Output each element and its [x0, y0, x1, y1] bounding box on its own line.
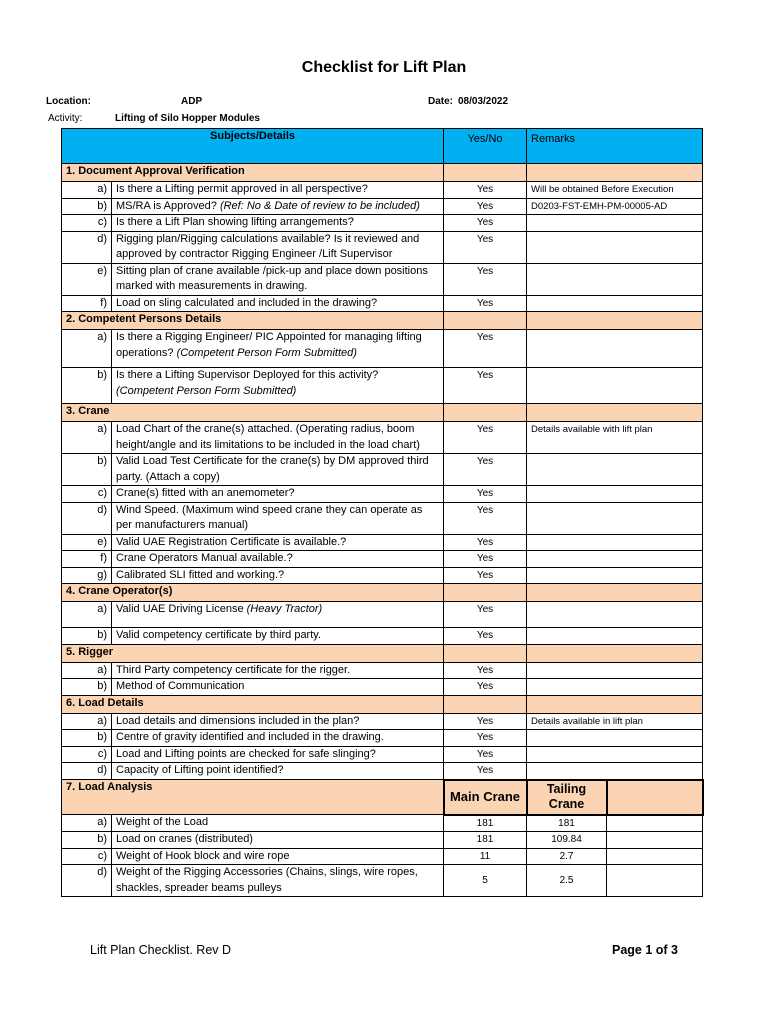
table-row — [62, 295, 703, 312]
item-remark: Details available in lift plan — [527, 713, 703, 730]
item-text: Is there a Lifting permit approved in all perspective? — [112, 182, 444, 199]
tailing-crane-value: 181 — [527, 815, 607, 832]
table-row — [62, 865, 703, 897]
item-text: Is there a Lift Plan showing lifting arrangements? — [112, 215, 444, 232]
table-row — [62, 602, 703, 628]
item-letter: b) — [62, 198, 112, 215]
item-text: Valid UAE Registration Certificate is available.? — [112, 534, 444, 551]
item-letter: a) — [62, 182, 112, 199]
item-answer: Yes — [444, 628, 527, 645]
footer-page-number: Page 1 of 3 — [612, 943, 678, 957]
item-answer: Yes — [444, 263, 527, 295]
item-answer: Yes — [444, 330, 527, 368]
item-text: Centre of gravity identified and included in the drawing. — [112, 730, 444, 747]
item-letter: a) — [62, 815, 112, 832]
table-row — [62, 746, 703, 763]
remarks-header: Remarks — [527, 129, 703, 164]
tailing-crane-value: 109.84 — [527, 832, 607, 849]
item-note: (Competent Person Form Submitted) — [116, 384, 297, 397]
main-crane-value: 181 — [444, 832, 527, 849]
section-title: 1. Document Approval Verification — [62, 164, 444, 182]
main-crane-header: Main Crane — [444, 780, 527, 815]
item-note: (Ref: No & Date of review to be included) — [219, 199, 420, 212]
table-row — [62, 231, 703, 263]
section-header — [62, 404, 703, 422]
table-row — [62, 422, 703, 454]
item-letter: g) — [62, 567, 112, 584]
item-answer: Yes — [444, 551, 527, 568]
table-row — [62, 832, 703, 849]
item-text: Load Chart of the crane(s) attached. (Operating radius, boom height/angle and its limitations to be included in the load chart) — [112, 422, 444, 454]
table-header — [62, 129, 703, 164]
item-note: (Heavy Tractor) — [246, 603, 323, 615]
main-crane-value: 181 — [444, 815, 527, 832]
item-answer: Yes — [444, 231, 527, 263]
item-letter: d) — [62, 763, 112, 780]
item-answer: Yes — [444, 679, 527, 696]
item-text: Capacity of Lifting point identified? — [112, 763, 444, 780]
table-row — [62, 730, 703, 747]
date-label: Date: — [428, 96, 454, 107]
item-text: Calibrated SLI fitted and working.? — [112, 567, 444, 584]
section-title: 6. Load Details — [62, 695, 444, 713]
location-value: ADP — [181, 96, 203, 107]
item-text: Valid Load Test Certificate for the crane(s) by DM approved third party. (Attach a copy) — [112, 454, 444, 486]
tailing-crane-header: Tailing Crane — [527, 780, 607, 815]
section-header — [62, 695, 703, 713]
item-text: Method of Communication — [112, 679, 444, 696]
table-row — [62, 263, 703, 295]
activity-label: Activity: — [48, 113, 83, 124]
item-answer: Yes — [444, 746, 527, 763]
activity-value: Lifting of Silo Hopper Modules — [115, 113, 260, 124]
item-letter: f) — [62, 551, 112, 568]
item-letter: b) — [62, 368, 112, 404]
item-text: Weight of the Rigging Accessories (Chains, slings, wire ropes, shackles, spreader beams pulleys — [112, 865, 444, 897]
main-crane-value: 11 — [444, 848, 527, 865]
item-letter: e) — [62, 263, 112, 295]
item-answer: Yes — [444, 182, 527, 199]
table-row — [62, 330, 703, 368]
item-letter: d) — [62, 865, 112, 897]
table-row — [62, 215, 703, 232]
section-title: 5. Rigger — [62, 644, 444, 662]
tailing-crane-value: 2.7 — [527, 848, 607, 865]
item-text: Is there a Lifting Supervisor Deployed for this activity? — [116, 369, 379, 381]
table-row — [62, 182, 703, 199]
item-letter: b) — [62, 628, 112, 645]
item-letter: d) — [62, 502, 112, 534]
item-letter: a) — [62, 713, 112, 730]
item-text: Valid competency certificate by third party. — [112, 628, 444, 645]
item-answer: Yes — [444, 602, 527, 628]
item-text: Crane(s) fitted with an anemometer? — [112, 486, 444, 503]
item-answer: Yes — [444, 198, 527, 215]
table-row — [62, 662, 703, 679]
item-letter: f) — [62, 295, 112, 312]
item-text: Load on sling calculated and included in the drawing? — [112, 295, 444, 312]
table-row — [62, 567, 703, 584]
item-answer: Yes — [444, 368, 527, 404]
table-row — [62, 502, 703, 534]
item-remark: Will be obtained Before Execution — [527, 182, 703, 199]
table-row — [62, 815, 703, 832]
item-answer: Yes — [444, 534, 527, 551]
item-answer: Yes — [444, 215, 527, 232]
yesno-header: Yes/No — [444, 129, 527, 164]
item-letter: c) — [62, 486, 112, 503]
item-text: Valid UAE Driving License — [116, 603, 244, 615]
section-title: 3. Crane — [62, 404, 444, 422]
item-letter: b) — [62, 679, 112, 696]
item-text: Wind Speed. (Maximum wind speed crane they can operate as per manufacturers manual) — [112, 502, 444, 534]
item-letter: d) — [62, 231, 112, 263]
item-note: (Competent Person Form Submitted) — [176, 346, 357, 359]
item-text: Third Party competency certificate for the rigger. — [112, 662, 444, 679]
item-remark: D0203-FST-EMH-PM-00005-AD — [527, 198, 703, 215]
item-text: Sitting plan of crane available /pick-up and place down positions marked with measurements in drawing. — [112, 263, 444, 295]
main-crane-value: 5 — [444, 865, 527, 897]
item-answer: Yes — [444, 730, 527, 747]
subjects-header: Subjects/Details — [62, 129, 444, 164]
item-letter: b) — [62, 730, 112, 747]
table-row — [62, 679, 703, 696]
table-row — [62, 628, 703, 645]
section-title: 7. Load Analysis — [62, 780, 444, 815]
table-row — [62, 848, 703, 865]
item-text: Is there a Rigging Engineer/ PIC Appointed for managing lifting operations? — [116, 331, 422, 359]
footer-revision: Lift Plan Checklist. Rev D — [90, 943, 232, 957]
item-answer: Yes — [444, 502, 527, 534]
item-answer: Yes — [444, 763, 527, 780]
item-letter: b) — [62, 454, 112, 486]
item-letter: c) — [62, 215, 112, 232]
item-text: Weight of the Load — [112, 815, 444, 832]
location-label: Location: — [46, 96, 91, 107]
item-letter: a) — [62, 330, 112, 368]
section-title: 4. Crane Operator(s) — [62, 584, 444, 602]
item-answer: Yes — [444, 486, 527, 503]
table-row — [62, 713, 703, 730]
item-answer: Yes — [444, 295, 527, 312]
item-letter: b) — [62, 832, 112, 849]
section-title: 2. Competent Persons Details — [62, 312, 444, 330]
item-answer: Yes — [444, 454, 527, 486]
item-text: MS/RA is Approved? — [116, 199, 217, 212]
item-text: Load and Lifting points are checked for safe slinging? — [112, 746, 444, 763]
table-row — [62, 763, 703, 780]
table-row — [62, 368, 703, 404]
item-text: Load details and dimensions included in the plan? — [112, 713, 444, 730]
section-header — [62, 644, 703, 662]
section-header — [62, 584, 703, 602]
item-letter: a) — [62, 662, 112, 679]
section-header — [62, 312, 703, 330]
item-text: Weight of Hook block and wire rope — [112, 848, 444, 865]
table-row — [62, 486, 703, 503]
tailing-crane-value: 2.5 — [527, 865, 607, 897]
date-value: 08/03/2022 — [458, 96, 509, 107]
table-row — [62, 198, 703, 215]
page-title: Checklist for Lift Plan — [301, 59, 467, 76]
item-letter: c) — [62, 746, 112, 763]
item-letter: a) — [62, 602, 112, 628]
item-answer: Yes — [444, 713, 527, 730]
section-header — [62, 780, 703, 815]
item-answer: Yes — [444, 422, 527, 454]
table-row — [62, 454, 703, 486]
item-letter: c) — [62, 848, 112, 865]
item-letter: a) — [62, 422, 112, 454]
checklist-table — [61, 128, 704, 897]
item-remark: Details available with lift plan — [527, 422, 703, 454]
item-text: Rigging plan/Rigging calculations available? Is it reviewed and approved by contractor Rigging Engineer /Lift Supervisor — [112, 231, 444, 263]
item-text: Crane Operators Manual available.? — [112, 551, 444, 568]
table-row — [62, 551, 703, 568]
item-letter: e) — [62, 534, 112, 551]
section-header — [62, 164, 703, 182]
table-row — [62, 534, 703, 551]
item-answer: Yes — [444, 662, 527, 679]
item-text: Load on cranes (distributed) — [112, 832, 444, 849]
item-answer: Yes — [444, 567, 527, 584]
